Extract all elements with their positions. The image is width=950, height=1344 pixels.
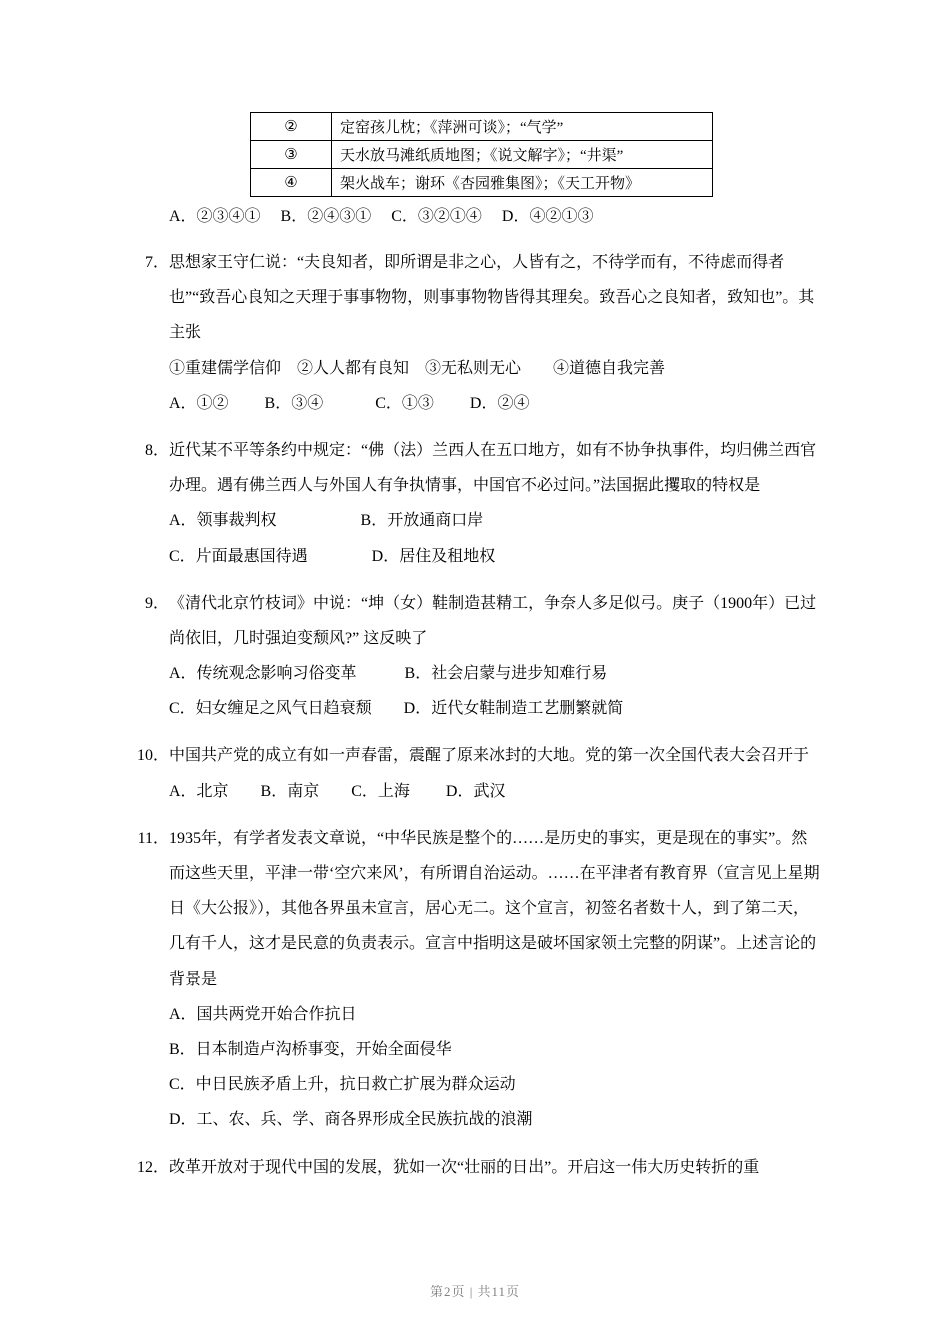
question-option-line: A．北京 B．南京 C．上海 D．武汉: [169, 782, 506, 800]
question-11: [135, 821, 820, 1138]
question-body: [169, 245, 820, 421]
question-body: [169, 738, 820, 808]
question-12: [135, 1150, 820, 1185]
question-10: [135, 738, 820, 808]
page-footer: 第2页 | 共11页: [429, 1284, 521, 1299]
question-stem: 《清代北京竹枝词》中说：“坤（女）鞋制造甚精工，争奈人多足似弓。庚子（1900年）已过尚依旧，几时强迫变颓风?” 这反映了: [169, 594, 817, 647]
question-7: [135, 245, 820, 421]
question-option-line: C．中日民族矛盾上升，抗日救亡扩展为群众运动: [169, 1076, 516, 1094]
question-stem: 改革开放对于现代中国的发展，犹如一次“壮丽的日出”。开启这一伟大历史转折的重: [169, 1158, 760, 1176]
question-stem: 思想家王守仁说：“夫良知者，即所谓是非之心，人皆有之，不待学而有，不待虑而得者也”“致吾心良知之天理于事事物物，则事事物物皆得其理矣。致吾心之良知者，致知也”。其主张: [169, 254, 815, 342]
question-body: [169, 1150, 820, 1185]
table-row-number: ③: [251, 141, 332, 169]
question-option-line: A．传统观念影响习俗变革 B．社会启蒙与进步知难行易: [169, 665, 608, 683]
question-option-line: A．①② B．③④ C．①③ D．②④: [169, 394, 530, 412]
question-stem: 中国共产党的成立有如一声春雷，震醒了原来冰封的大地。党的第一次全国代表大会召开于: [169, 747, 810, 765]
question-option-line: C．片面最惠国待遇 D．居住及租地权: [169, 547, 496, 565]
question-number: 12．: [136, 1158, 169, 1176]
question-number: 8．: [144, 441, 169, 459]
question-9: [135, 586, 820, 727]
question-stem: 1935年，有学者发表文章说，“中华民族是整个的……是历史的事实，更是现在的事实”。然而这些天里，平津一带‘空穴来风’，有所谓自治运动。……在平津者有教育界（宣言见上星期日《大公报》），其他各界虽未宣言，居心无二。这个宣言，初签名者数十人，到了第二天，几有千人，这才是民意的负责表示。宣言中指明这是破坏国家领土完整的阴谋”。上述言论的背景是: [169, 829, 820, 988]
question-number: 11．: [137, 829, 169, 847]
question-option-line: A．国共两党开始合作抗日: [169, 1005, 357, 1023]
question-8: [135, 433, 820, 574]
table-row-number: ④: [251, 169, 332, 197]
table-row-number: ②: [251, 113, 332, 141]
table-row: [251, 169, 713, 197]
questions: [135, 245, 820, 1185]
question-body: [169, 821, 820, 1138]
table-row-content: 天水放马滩纸质地图；《说文解字》；“井渠”: [332, 141, 713, 169]
question-number: 10．: [136, 747, 169, 765]
question-option-line: D．工、农、兵、学、商各界形成全民族抗战的浪潮: [169, 1111, 533, 1129]
question-number: 7．: [144, 254, 169, 271]
question-body: [169, 433, 820, 574]
question-option-line: ①重建儒学信仰 ②人人都有良知 ③无私则无心 ④道德自我完善: [169, 359, 666, 377]
question-option-line: B．日本制造卢沟桥事变，开始全面侵华: [169, 1040, 452, 1058]
table-row-content: 架火战车；谢环《杏园雅集图》；《天工开物》: [332, 169, 713, 197]
question6-answer-choices: A．②③④① B．②④③① C．③②①④ D．④②①③: [169, 208, 594, 225]
question-option-line: A．领事裁判权 B．开放通商口岸: [169, 512, 484, 530]
question6-table-body: [251, 113, 713, 197]
table-row-content: 定窑孩儿枕；《萍洲可谈》；“气学”: [332, 113, 713, 141]
table-row: [251, 113, 713, 141]
table-row: [251, 141, 713, 169]
question-body: [169, 586, 820, 727]
question6-table: [250, 112, 713, 197]
question-number: 9．: [144, 594, 169, 612]
question-stem: 近代某不平等条约中规定：“佛（法）兰西人在五口地方，如有不协争执事件，均归佛兰西官办理。遇有佛兰西人与外国人有争执情事，中国官不必过问。”法国据此攫取的特权是: [169, 441, 817, 495]
question-option-line: C．妇女缠足之风气日趋衰颓 D．近代女鞋制造工艺删繁就简: [169, 700, 624, 718]
